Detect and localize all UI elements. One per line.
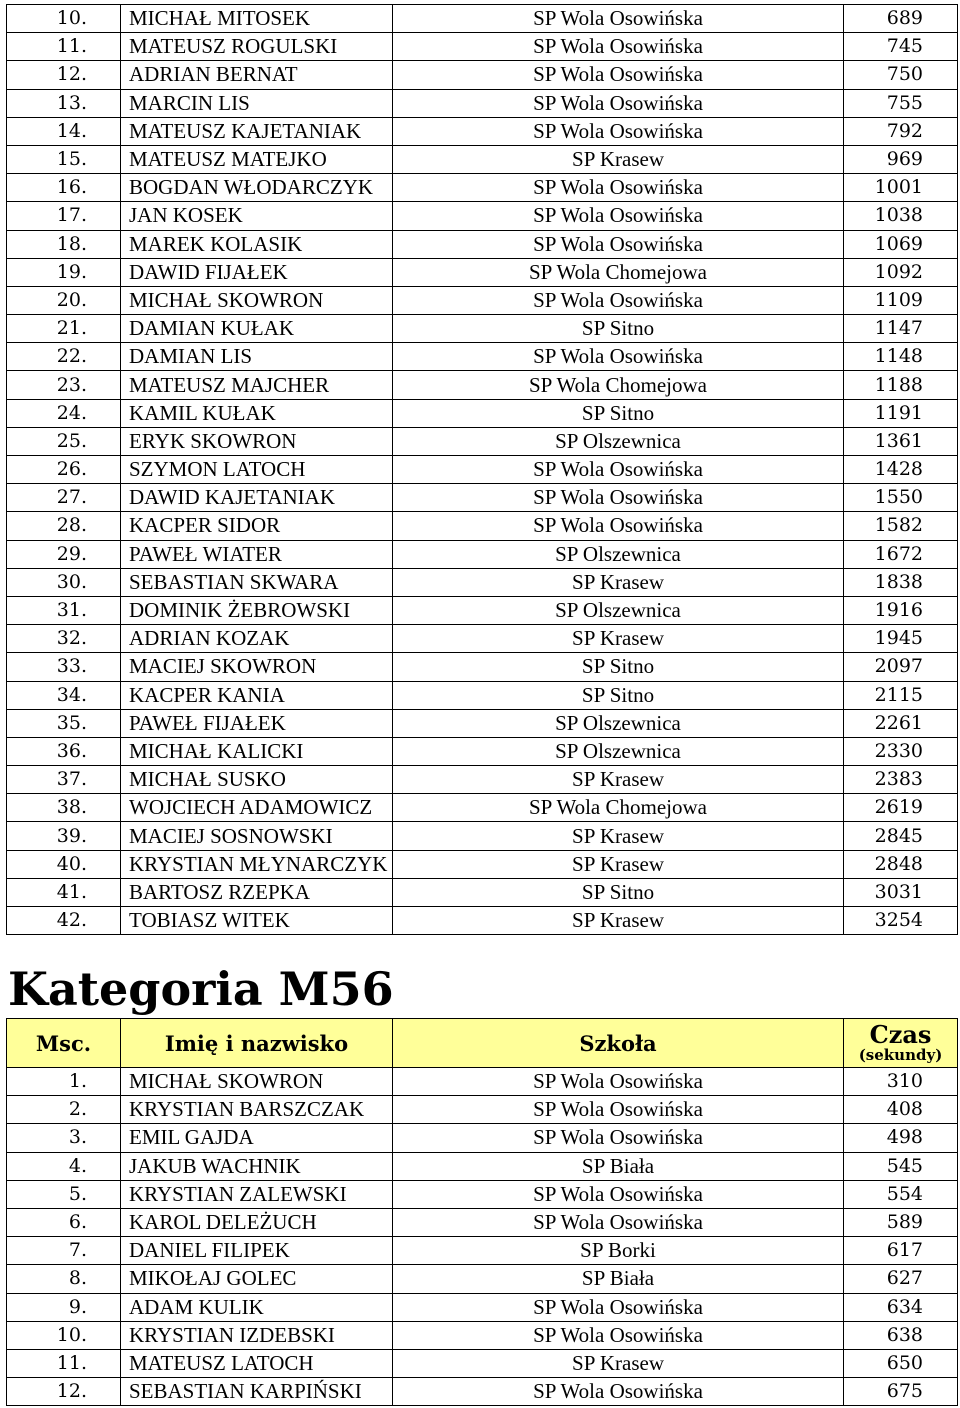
name-cell: KACPER KANIA (121, 681, 393, 709)
name-cell: MICHAŁ KALICKI (121, 737, 393, 765)
header-place: Msc. (7, 1019, 121, 1068)
school-cell: SP Olszewnica (393, 709, 844, 737)
time-cell: 1361 (844, 427, 958, 455)
table-row (7, 258, 958, 286)
name-cell: BOGDAN WŁODARCZYK (121, 174, 393, 202)
time-cell: 1672 (844, 540, 958, 568)
school-cell: SP Sitno (393, 681, 844, 709)
name-cell: JAKUB WACHNIK (121, 1152, 393, 1180)
name-cell: ERYK SKOWRON (121, 427, 393, 455)
table-row (7, 907, 958, 935)
name-cell: KAMIL KUŁAK (121, 399, 393, 427)
school-cell: SP Krasew (393, 1349, 844, 1377)
name-cell: DAWID FIJAŁEK (121, 258, 393, 286)
name-cell: SEBASTIAN KARPIŃSKI (121, 1378, 393, 1406)
school-cell: SP Wola Osowińska (393, 456, 844, 484)
name-cell: MATEUSZ LATOCH (121, 1349, 393, 1377)
school-cell: SP Sitno (393, 878, 844, 906)
table-row (7, 596, 958, 624)
table-row (7, 794, 958, 822)
place-cell: 41. (7, 878, 121, 906)
place-cell: 27. (7, 484, 121, 512)
time-cell: 2383 (844, 766, 958, 794)
table-row (7, 5, 958, 33)
place-cell: 33. (7, 653, 121, 681)
table-row (7, 456, 958, 484)
place-cell: 32. (7, 625, 121, 653)
name-cell: KAROL DELEŻUCH (121, 1208, 393, 1236)
name-cell: DOMINIK ŻEBROWSKI (121, 596, 393, 624)
place-cell: 34. (7, 681, 121, 709)
time-cell: 2330 (844, 737, 958, 765)
name-cell: SZYMON LATOCH (121, 456, 393, 484)
table-row (7, 230, 958, 258)
time-cell: 1838 (844, 568, 958, 596)
school-cell: SP Sitno (393, 653, 844, 681)
school-cell: SP Biała (393, 1265, 844, 1293)
school-cell: SP Wola Osowińska (393, 1124, 844, 1152)
school-cell: SP Krasew (393, 568, 844, 596)
table-row (7, 1152, 958, 1180)
place-cell: 29. (7, 540, 121, 568)
name-cell: KRYSTIAN BARSZCZAK (121, 1096, 393, 1124)
school-cell: SP Olszewnica (393, 737, 844, 765)
school-cell: SP Wola Osowińska (393, 1321, 844, 1349)
time-cell: 1428 (844, 456, 958, 484)
school-cell: SP Krasew (393, 822, 844, 850)
time-cell: 1038 (844, 202, 958, 230)
place-cell: 13. (7, 89, 121, 117)
place-cell: 9. (7, 1293, 121, 1321)
place-cell: 31. (7, 596, 121, 624)
table-row (7, 371, 958, 399)
school-cell: SP Wola Osowińska (393, 1208, 844, 1236)
time-cell: 408 (844, 1096, 958, 1124)
school-cell: SP Wola Chomejowa (393, 794, 844, 822)
time-cell: 617 (844, 1237, 958, 1265)
name-cell: MICHAŁ SKOWRON (121, 286, 393, 314)
time-cell: 3254 (844, 907, 958, 935)
name-cell: KRYSTIAN MŁYNARCZYK (121, 850, 393, 878)
results-table-previous-category (6, 4, 958, 935)
time-cell: 2261 (844, 709, 958, 737)
header-row (7, 1019, 958, 1068)
table-header (7, 1019, 958, 1068)
school-cell: SP Wola Chomejowa (393, 371, 844, 399)
place-cell: 21. (7, 315, 121, 343)
table-row (7, 1068, 958, 1096)
place-cell: 10. (7, 1321, 121, 1349)
name-cell: MACIEJ SKOWRON (121, 653, 393, 681)
time-cell: 1945 (844, 625, 958, 653)
school-cell: SP Borki (393, 1237, 844, 1265)
table-row (7, 33, 958, 61)
place-cell: 5. (7, 1180, 121, 1208)
header-name: Imię i nazwisko (121, 1019, 393, 1068)
school-cell: SP Wola Osowińska (393, 89, 844, 117)
name-cell: MATEUSZ MAJCHER (121, 371, 393, 399)
table-row (7, 766, 958, 794)
time-cell: 689 (844, 5, 958, 33)
table-row (7, 202, 958, 230)
place-cell: 40. (7, 850, 121, 878)
school-cell: SP Wola Osowińska (393, 1293, 844, 1321)
place-cell: 4. (7, 1152, 121, 1180)
table-row (7, 1237, 958, 1265)
results-table-body (7, 5, 958, 935)
time-cell: 1147 (844, 315, 958, 343)
time-cell: 3031 (844, 878, 958, 906)
name-cell: MATEUSZ MATEJKO (121, 145, 393, 173)
time-cell: 1188 (844, 371, 958, 399)
table-row (7, 61, 958, 89)
time-cell: 2848 (844, 850, 958, 878)
school-cell: SP Wola Osowińska (393, 1180, 844, 1208)
name-cell: DAMIAN KUŁAK (121, 315, 393, 343)
place-cell: 11. (7, 33, 121, 61)
place-cell: 15. (7, 145, 121, 173)
header-school: Szkoła (393, 1019, 844, 1068)
name-cell: DAMIAN LIS (121, 343, 393, 371)
place-cell: 8. (7, 1265, 121, 1293)
time-cell: 755 (844, 89, 958, 117)
time-cell: 2619 (844, 794, 958, 822)
table-row (7, 653, 958, 681)
table-row (7, 315, 958, 343)
place-cell: 16. (7, 174, 121, 202)
name-cell: DANIEL FILIPEK (121, 1237, 393, 1265)
place-cell: 11. (7, 1349, 121, 1377)
name-cell: MARCIN LIS (121, 89, 393, 117)
time-cell: 1191 (844, 399, 958, 427)
place-cell: 23. (7, 371, 121, 399)
name-cell: MICHAŁ MITOSEK (121, 5, 393, 33)
category-title: Kategoria M56 (8, 962, 394, 1016)
time-cell: 1550 (844, 484, 958, 512)
school-cell: SP Biała (393, 1152, 844, 1180)
table-row (7, 1265, 958, 1293)
school-cell: SP Krasew (393, 625, 844, 653)
place-cell: 35. (7, 709, 121, 737)
school-cell: SP Wola Osowińska (393, 5, 844, 33)
school-cell: SP Wola Osowińska (393, 512, 844, 540)
table-row (7, 1096, 958, 1124)
table-row (7, 625, 958, 653)
name-cell: EMIL GAJDA (121, 1124, 393, 1152)
results-table-m56 (6, 1018, 958, 1406)
school-cell: SP Wola Osowińska (393, 61, 844, 89)
school-cell: SP Olszewnica (393, 540, 844, 568)
place-cell: 39. (7, 822, 121, 850)
time-cell: 650 (844, 1349, 958, 1377)
time-cell: 1069 (844, 230, 958, 258)
name-cell: MATEUSZ ROGULSKI (121, 33, 393, 61)
table-row (7, 174, 958, 202)
name-cell: SEBASTIAN SKWARA (121, 568, 393, 596)
time-cell: 1916 (844, 596, 958, 624)
place-cell: 6. (7, 1208, 121, 1236)
name-cell: KRYSTIAN ZALEWSKI (121, 1180, 393, 1208)
place-cell: 38. (7, 794, 121, 822)
place-cell: 25. (7, 427, 121, 455)
place-cell: 10. (7, 5, 121, 33)
place-cell: 7. (7, 1237, 121, 1265)
table-row (7, 117, 958, 145)
table-row (7, 681, 958, 709)
school-cell: SP Wola Osowińska (393, 286, 844, 314)
name-cell: MIKOŁAJ GOLEC (121, 1265, 393, 1293)
name-cell: MACIEJ SOSNOWSKI (121, 822, 393, 850)
school-cell: SP Wola Osowińska (393, 484, 844, 512)
name-cell: TOBIASZ WITEK (121, 907, 393, 935)
table-row (7, 512, 958, 540)
place-cell: 22. (7, 343, 121, 371)
school-cell: SP Wola Osowińska (393, 230, 844, 258)
time-cell: 1582 (844, 512, 958, 540)
name-cell: ADRIAN KOZAK (121, 625, 393, 653)
place-cell: 12. (7, 1378, 121, 1406)
header-time-unit: (sekundy) (858, 1046, 943, 1064)
place-cell: 18. (7, 230, 121, 258)
table-row (7, 1378, 958, 1406)
place-cell: 20. (7, 286, 121, 314)
table-row (7, 427, 958, 455)
name-cell: BARTOSZ RZEPKA (121, 878, 393, 906)
time-cell: 1092 (844, 258, 958, 286)
table-row (7, 540, 958, 568)
table-row (7, 568, 958, 596)
place-cell: 1. (7, 1068, 121, 1096)
table-row (7, 1349, 958, 1377)
table-row (7, 89, 958, 117)
school-cell: SP Wola Osowińska (393, 343, 844, 371)
place-cell: 42. (7, 907, 121, 935)
name-cell: PAWEŁ WIATER (121, 540, 393, 568)
name-cell: KRYSTIAN IZDEBSKI (121, 1321, 393, 1349)
place-cell: 12. (7, 61, 121, 89)
school-cell: SP Krasew (393, 907, 844, 935)
school-cell: SP Wola Osowińska (393, 1068, 844, 1096)
time-cell: 545 (844, 1152, 958, 1180)
school-cell: SP Wola Osowińska (393, 174, 844, 202)
place-cell: 17. (7, 202, 121, 230)
place-cell: 3. (7, 1124, 121, 1152)
school-cell: SP Wola Osowińska (393, 202, 844, 230)
time-cell: 1109 (844, 286, 958, 314)
table-row (7, 737, 958, 765)
name-cell: PAWEŁ FIJAŁEK (121, 709, 393, 737)
name-cell: ADAM KULIK (121, 1293, 393, 1321)
school-cell: SP Wola Chomejowa (393, 258, 844, 286)
time-cell: 589 (844, 1208, 958, 1236)
school-cell: SP Olszewnica (393, 596, 844, 624)
time-cell: 2097 (844, 653, 958, 681)
time-cell: 498 (844, 1124, 958, 1152)
school-cell: SP Wola Osowińska (393, 33, 844, 61)
time-cell: 675 (844, 1378, 958, 1406)
table-row (7, 822, 958, 850)
table-row (7, 1321, 958, 1349)
time-cell: 627 (844, 1265, 958, 1293)
school-cell: SP Krasew (393, 145, 844, 173)
table-row (7, 343, 958, 371)
place-cell: 26. (7, 456, 121, 484)
name-cell: WOJCIECH ADAMOWICZ (121, 794, 393, 822)
time-cell: 750 (844, 61, 958, 89)
table-row (7, 709, 958, 737)
name-cell: MAREK KOLASIK (121, 230, 393, 258)
name-cell: DAWID KAJETANIAK (121, 484, 393, 512)
school-cell: SP Olszewnica (393, 427, 844, 455)
school-cell: SP Wola Osowińska (393, 1378, 844, 1406)
place-cell: 30. (7, 568, 121, 596)
place-cell: 36. (7, 737, 121, 765)
time-cell: 969 (844, 145, 958, 173)
name-cell: KACPER SIDOR (121, 512, 393, 540)
table-row (7, 850, 958, 878)
time-cell: 554 (844, 1180, 958, 1208)
time-cell: 2115 (844, 681, 958, 709)
table-row (7, 1124, 958, 1152)
table-row (7, 484, 958, 512)
school-cell: SP Sitno (393, 399, 844, 427)
school-cell: SP Krasew (393, 850, 844, 878)
school-cell: SP Krasew (393, 766, 844, 794)
table-row (7, 1180, 958, 1208)
table-row (7, 1293, 958, 1321)
time-cell: 2845 (844, 822, 958, 850)
name-cell: MICHAŁ SUSKO (121, 766, 393, 794)
header-time-label: Czas (869, 1020, 932, 1049)
table-row (7, 1208, 958, 1236)
table-row (7, 286, 958, 314)
table-row (7, 878, 958, 906)
school-cell: SP Sitno (393, 315, 844, 343)
name-cell: MATEUSZ KAJETANIAK (121, 117, 393, 145)
time-cell: 638 (844, 1321, 958, 1349)
place-cell: 37. (7, 766, 121, 794)
time-cell: 310 (844, 1068, 958, 1096)
place-cell: 19. (7, 258, 121, 286)
name-cell: JAN KOSEK (121, 202, 393, 230)
school-cell: SP Wola Osowińska (393, 117, 844, 145)
time-cell: 745 (844, 33, 958, 61)
name-cell: MICHAŁ SKOWRON (121, 1068, 393, 1096)
place-cell: 2. (7, 1096, 121, 1124)
place-cell: 14. (7, 117, 121, 145)
results-table-body (7, 1068, 958, 1406)
table-row (7, 399, 958, 427)
time-cell: 1001 (844, 174, 958, 202)
time-cell: 1148 (844, 343, 958, 371)
time-cell: 792 (844, 117, 958, 145)
time-cell: 634 (844, 1293, 958, 1321)
place-cell: 28. (7, 512, 121, 540)
header-time (844, 1019, 958, 1068)
place-cell: 24. (7, 399, 121, 427)
name-cell: ADRIAN BERNAT (121, 61, 393, 89)
table-row (7, 145, 958, 173)
school-cell: SP Wola Osowińska (393, 1096, 844, 1124)
